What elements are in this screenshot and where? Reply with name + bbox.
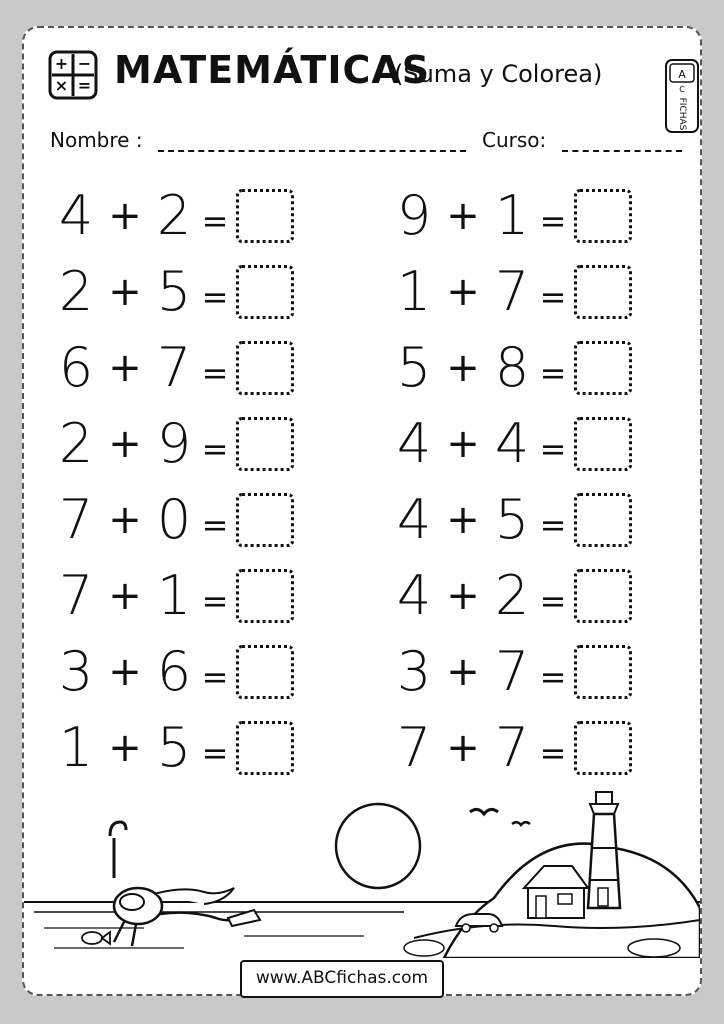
- answer-box[interactable]: [236, 569, 294, 623]
- equals-sign: =: [201, 430, 229, 468]
- fish-icon[interactable]: [82, 932, 110, 944]
- addend-a: 7: [58, 564, 94, 627]
- page-title: MATEMÁTICAS: [114, 48, 431, 92]
- answer-box[interactable]: [574, 721, 632, 775]
- problem-row: [390, 634, 632, 710]
- addend-a: 5: [396, 336, 432, 399]
- problem-row: [52, 558, 294, 634]
- addend-a: 4: [396, 412, 432, 475]
- plus-sign: +: [446, 345, 480, 391]
- problem-row: [390, 330, 632, 406]
- equals-sign: =: [539, 354, 567, 392]
- problem-row: [52, 634, 294, 710]
- addend-a: 4: [396, 564, 432, 627]
- answer-box[interactable]: [236, 721, 294, 775]
- plus-sign: +: [446, 725, 480, 771]
- answer-box[interactable]: [236, 493, 294, 547]
- equals-sign: =: [201, 658, 229, 696]
- problem-row: [390, 558, 632, 634]
- svg-text:A: A: [678, 68, 686, 81]
- answer-box[interactable]: [574, 493, 632, 547]
- addend-b: 4: [494, 412, 530, 475]
- addend-b: 1: [156, 564, 192, 627]
- plus-sign: +: [108, 573, 142, 619]
- addend-a: 7: [58, 488, 94, 551]
- equals-sign: =: [201, 582, 229, 620]
- problem-row: [390, 406, 632, 482]
- addend-b: 7: [494, 640, 530, 703]
- plus-sign: +: [108, 193, 142, 239]
- page-subtitle: (Suma y Colorea): [394, 60, 603, 88]
- addend-a: 4: [396, 488, 432, 551]
- calc-times: ×: [54, 76, 69, 95]
- problem-row: [52, 482, 294, 558]
- plus-sign: +: [446, 193, 480, 239]
- problem-row: [390, 482, 632, 558]
- beach-coloring-scene: [24, 788, 702, 958]
- plus-sign: +: [108, 649, 142, 695]
- addend-a: 3: [396, 640, 432, 703]
- equals-sign: =: [539, 658, 567, 696]
- plus-sign: +: [108, 345, 142, 391]
- website-footer[interactable]: www.ABCfichas.com: [240, 960, 444, 998]
- plus-sign: +: [108, 421, 142, 467]
- equals-sign: =: [539, 506, 567, 544]
- calculator-icon: [48, 50, 98, 100]
- svg-text:FICHAS: FICHAS: [677, 97, 687, 131]
- addend-b: 0: [156, 488, 192, 551]
- equals-sign: =: [539, 734, 567, 772]
- addend-b: 5: [156, 716, 192, 779]
- equals-sign: =: [201, 278, 229, 316]
- addend-a: 2: [58, 412, 94, 475]
- addend-b: 7: [156, 336, 192, 399]
- addend-a: 1: [396, 260, 432, 323]
- answer-box[interactable]: [574, 417, 632, 471]
- calc-equals: =: [77, 76, 92, 95]
- answer-box[interactable]: [236, 645, 294, 699]
- answer-box[interactable]: [236, 189, 294, 243]
- addend-a: 1: [58, 716, 94, 779]
- answer-box[interactable]: [236, 417, 294, 471]
- problem-row: [52, 178, 294, 254]
- student-info-bar: [50, 128, 690, 158]
- addend-b: 5: [156, 260, 192, 323]
- plus-sign: +: [446, 649, 480, 695]
- addend-a: 2: [58, 260, 94, 323]
- problem-row: [52, 406, 294, 482]
- problem-row: [52, 254, 294, 330]
- problem-row: [390, 710, 632, 786]
- plus-sign: +: [446, 269, 480, 315]
- addend-b: 7: [494, 260, 530, 323]
- plus-sign: +: [446, 421, 480, 467]
- header: [48, 46, 687, 131]
- equals-sign: =: [539, 430, 567, 468]
- equals-sign: =: [201, 202, 229, 240]
- answer-box[interactable]: [574, 569, 632, 623]
- answer-box[interactable]: [574, 265, 632, 319]
- course-label: Curso:: [482, 128, 547, 152]
- addend-b: 7: [494, 716, 530, 779]
- addend-a: 7: [396, 716, 432, 779]
- svg-text:C: C: [679, 85, 685, 94]
- problem-row: [52, 710, 294, 786]
- calc-minus: −: [77, 54, 92, 73]
- addend-a: 9: [396, 184, 432, 247]
- problem-row: [52, 330, 294, 406]
- course-field[interactable]: [562, 150, 682, 152]
- plus-sign: +: [446, 573, 480, 619]
- equals-sign: =: [539, 278, 567, 316]
- bird-icon: [512, 822, 530, 825]
- answer-box[interactable]: [236, 265, 294, 319]
- name-label: Nombre :: [50, 128, 143, 152]
- answer-box[interactable]: [574, 645, 632, 699]
- equals-sign: =: [539, 582, 567, 620]
- addend-b: 8: [494, 336, 530, 399]
- answer-box[interactable]: [574, 341, 632, 395]
- lighthouse-icon[interactable]: [588, 792, 620, 908]
- abc-fichas-logo-icon: [662, 56, 702, 136]
- addend-b: 5: [494, 488, 530, 551]
- addend-b: 6: [156, 640, 192, 703]
- addend-b: 1: [494, 184, 530, 247]
- addend-b: 2: [156, 184, 192, 247]
- bird-icon: [470, 809, 498, 814]
- addend-b: 9: [156, 412, 192, 475]
- plus-sign: +: [446, 497, 480, 543]
- addend-a: 6: [58, 336, 94, 399]
- addend-b: 2: [494, 564, 530, 627]
- equals-sign: =: [201, 506, 229, 544]
- plus-sign: +: [108, 725, 142, 771]
- sun-icon[interactable]: [336, 804, 420, 888]
- answer-box[interactable]: [236, 341, 294, 395]
- equals-sign: =: [539, 202, 567, 240]
- problem-row: [390, 178, 632, 254]
- calc-plus: +: [54, 54, 69, 73]
- plus-sign: +: [108, 269, 142, 315]
- name-field[interactable]: [158, 150, 466, 152]
- addend-a: 4: [58, 184, 94, 247]
- addition-problems: [24, 168, 702, 808]
- equals-sign: =: [201, 734, 229, 772]
- equals-sign: =: [201, 354, 229, 392]
- worksheet: [22, 26, 702, 996]
- addend-a: 3: [58, 640, 94, 703]
- plus-sign: +: [108, 497, 142, 543]
- problem-row: [390, 254, 632, 330]
- answer-box[interactable]: [574, 189, 632, 243]
